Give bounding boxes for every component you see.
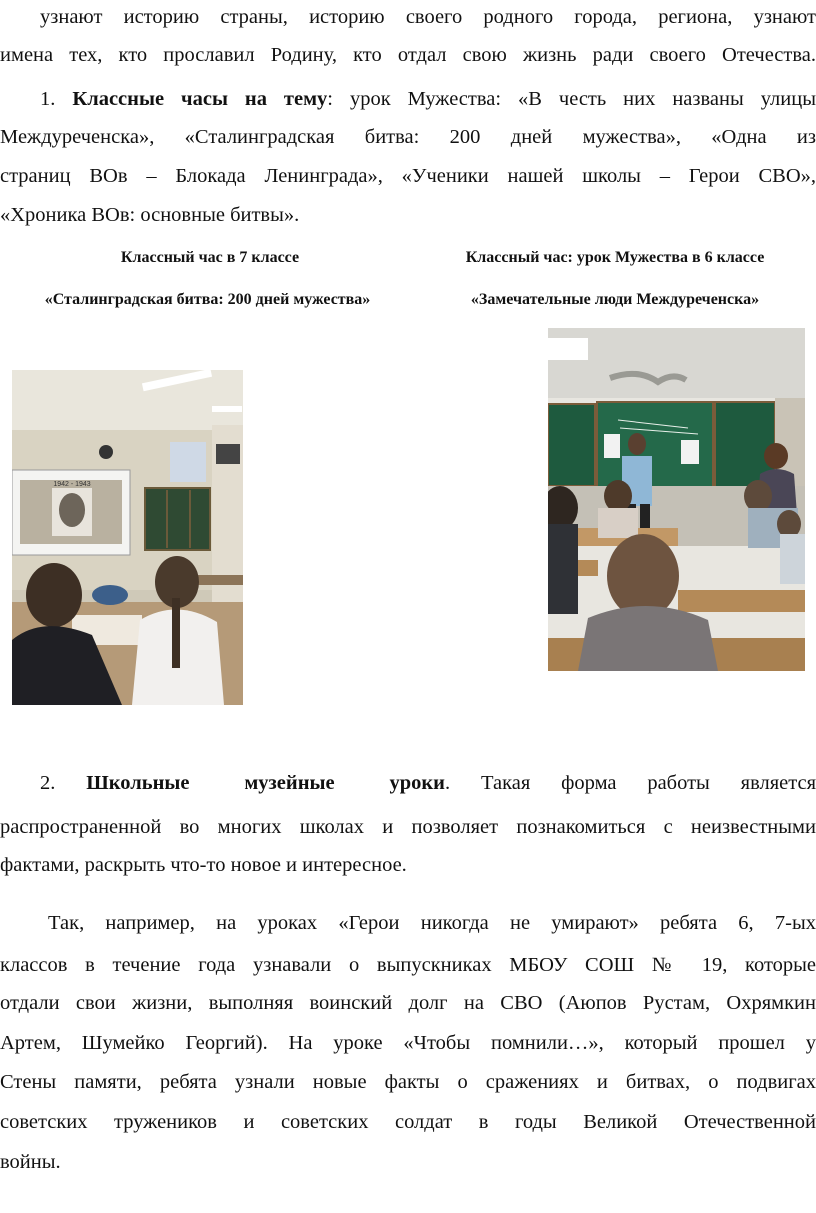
item-1-number: 1. xyxy=(40,88,73,110)
item-1-first-line xyxy=(0,80,816,118)
item-2-text: . Такая форма работы является xyxy=(445,772,816,794)
item-1-title: Классные часы на тему xyxy=(72,88,328,110)
caption-left-line-1: Классный час в 7 классе xyxy=(120,249,300,266)
photo-classroom-7th-grade xyxy=(12,370,243,705)
item-1-line-3: страниц ВОв – Блокада Ленинграда», «Ученики нашей школы – Герои СВО», xyxy=(0,165,816,187)
item-2-first-line xyxy=(0,764,816,802)
para-3-line-1: Так, например, на уроках «Герои никогда не умирают» ребята 6, 7-ых xyxy=(48,912,816,934)
item-1-line-2: Междуреченска», «Сталинградская битва: 200 дней мужества», «Одна из xyxy=(0,126,816,148)
para-3-line-4: Артем, Шумейко Георгий). На уроке «Чтобы помнили…», который прошел у xyxy=(0,1032,816,1054)
para-3-line-2: классов в течение года узнавали о выпускниках МБОУ СОШ № 19, которые xyxy=(0,954,816,976)
item-2-line-2: распространенной во многих школах и позволяет познакомиться с неизвестными xyxy=(0,816,816,838)
para-3-line-6: советских тружеников и советских солдат в годы Великой Отечественной xyxy=(0,1111,816,1133)
intro-line-2: имена тех, кто прославил Родину, кто отдал свою жизнь ради своего Отечества. xyxy=(0,44,816,66)
item-2-line-3: фактами, раскрыть что-то новое и интересное. xyxy=(0,854,407,876)
intro-line-1: узнают историю страны, историю своего родного города, региона, узнают xyxy=(40,6,816,28)
caption-left-line-2: «Сталинградская битва: 200 дней мужества» xyxy=(44,291,371,308)
item-1-line-4: «Хроника ВОв: основные битвы». xyxy=(0,204,300,226)
para-3-line-5: Стены памяти, ребята узнали новые факты о сражениях и битвах, о подвигах xyxy=(0,1071,816,1093)
item-1-text: : урок Мужества: «В честь них названы улицы xyxy=(327,88,816,110)
para-3-line-3: отдали свои жизни, выполняя воинский долг на СВО (Аюпов Рустам, Охрямкин xyxy=(0,992,816,1014)
caption-right-line-1: Классный час: урок Мужества в 6 классе xyxy=(465,249,765,266)
photo-courage-lesson-6th-grade xyxy=(548,328,805,671)
screen-caption: 1942 - 1943 xyxy=(53,481,91,488)
item-2-title: Школьные музейные уроки xyxy=(86,772,445,794)
para-3-line-7: войны. xyxy=(0,1151,61,1173)
caption-right-line-2: «Замечательные люди Междуреченска» xyxy=(470,291,760,308)
item-2-number: 2. xyxy=(40,772,56,794)
